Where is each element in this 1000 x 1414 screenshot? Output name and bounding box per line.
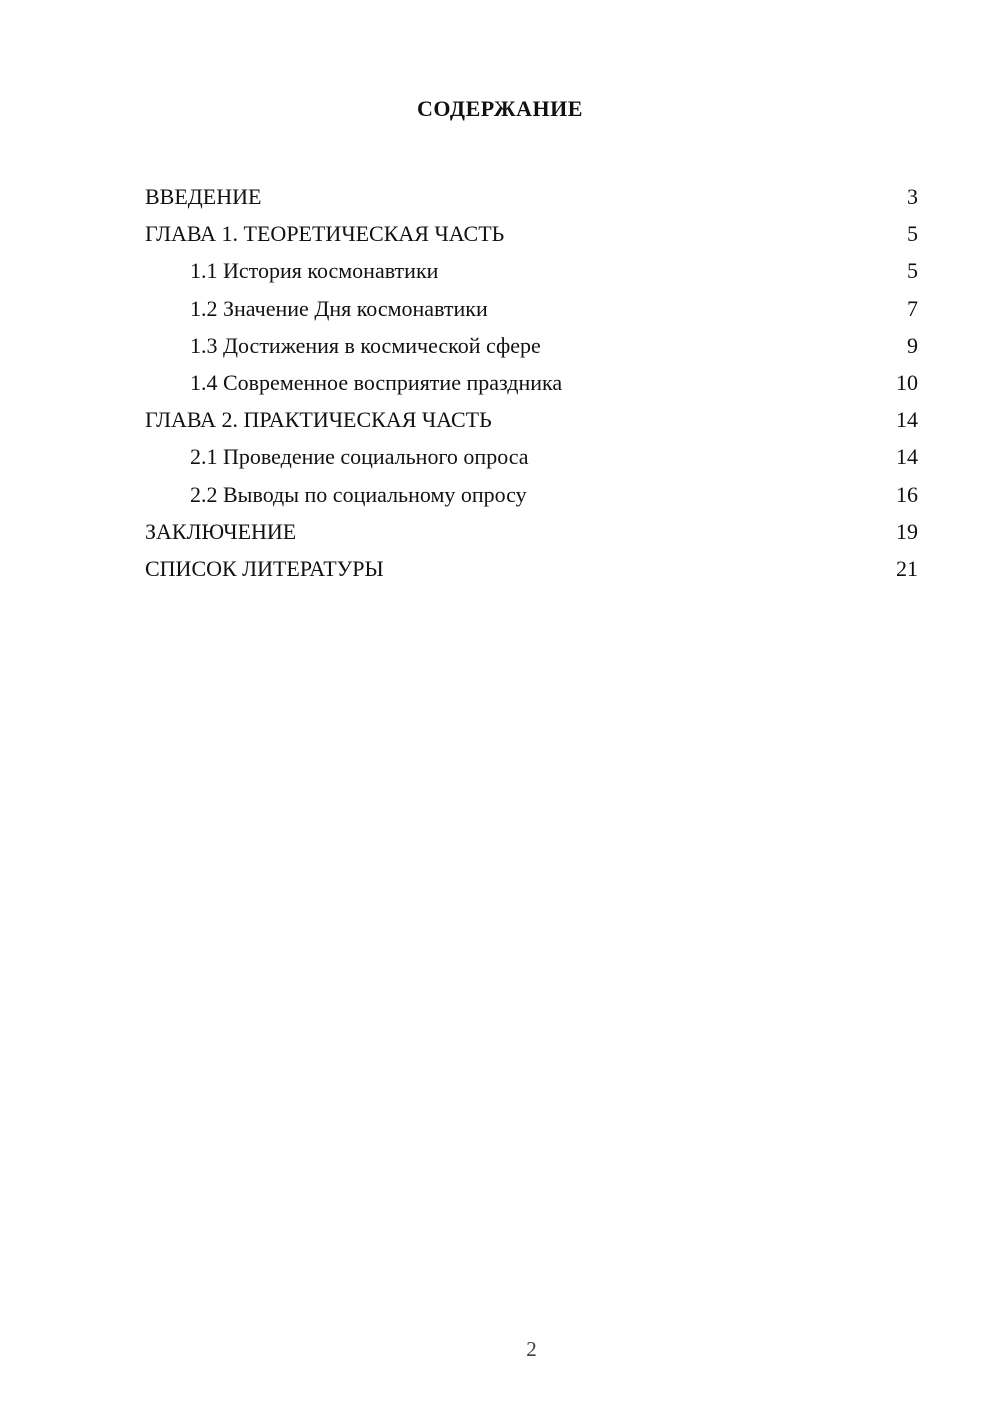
toc-entry-label: 1.1 История космонавтики	[190, 258, 439, 284]
toc-row	[145, 215, 918, 252]
toc-entry-label: 1.3 Достижения в космической сфере	[190, 332, 541, 358]
table-of-contents	[145, 178, 918, 587]
toc-entry-page: 10	[896, 370, 918, 396]
toc-entry-page: 5	[907, 221, 918, 247]
toc-entry-label: СПИСОК ЛИТЕРАТУРЫ	[145, 556, 384, 582]
toc-entry-label: 1.4 Современное восприятие праздника	[190, 370, 563, 396]
toc-row	[145, 513, 918, 550]
toc-entry-page: 5	[907, 258, 918, 284]
toc-entry-page: 3	[907, 184, 918, 209]
toc-entry-label: 2.1 Проведение социального опроса	[190, 444, 529, 470]
toc-row	[145, 550, 918, 587]
toc-entry-label: ГЛАВА 1. ТЕОРЕТИЧЕСКАЯ ЧАСТЬ	[145, 221, 505, 247]
toc-row	[145, 401, 918, 438]
toc-entry-label: ГЛАВА 2. ПРАКТИЧЕСКАЯ ЧАСТЬ	[145, 407, 492, 433]
toc-title: СОДЕРЖАНИЕ	[417, 96, 583, 121]
toc-row	[145, 438, 918, 475]
toc-row	[145, 327, 918, 364]
toc-entry-page: 14	[896, 407, 918, 433]
toc-entry-page: 16	[896, 481, 918, 507]
toc-row	[145, 476, 918, 513]
toc-entry-page: 14	[896, 444, 918, 470]
toc-row	[145, 290, 918, 327]
toc-row	[145, 364, 918, 401]
toc-row	[145, 178, 918, 215]
toc-entry-page: 19	[896, 518, 918, 544]
toc-entry-page: 7	[907, 295, 918, 321]
footer-page-number: 2	[526, 1337, 537, 1361]
toc-entry-label: ВВЕДЕНИЕ	[145, 184, 262, 209]
toc-entry-label: 2.2 Выводы по социальному опросу	[190, 481, 527, 507]
toc-row	[145, 252, 918, 289]
toc-entry-label: ЗАКЛЮЧЕНИЕ	[145, 518, 297, 544]
toc-entry-page: 21	[896, 556, 918, 582]
toc-entry-page: 9	[907, 332, 918, 358]
toc-entry-label: 1.2 Значение Дня космонавтики	[190, 295, 488, 321]
